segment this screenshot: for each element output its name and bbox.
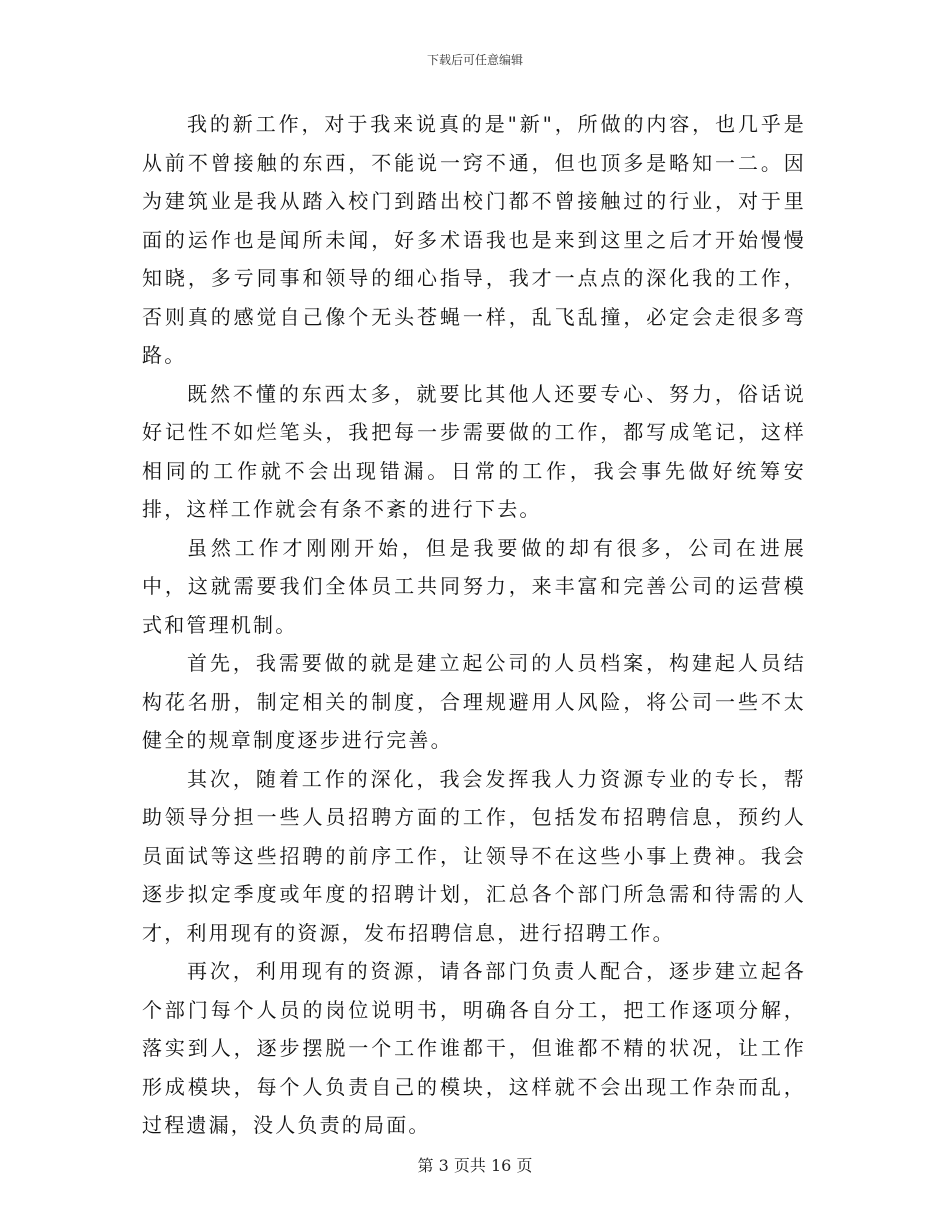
paragraph: 我的新工作，对于我来说真的是"新"，所做的内容，也几乎是从前不曾接触的东西，不能说一窍不通，但也顶多是略知一二。因为建筑业是我从踏入校门到踏出校门都不曾接触过的行业，对于里面的运作也是闻所未闻，好多术语我也是来到这里之后才开始慢慢知晓，多亏同事和领导的细心指导，我才一点点的深化我的工作，否则真的感觉自己像个无头苍蝇一样，乱飞乱撞，必定会走很多弯路。: [142, 112, 806, 367]
paragraph: 其次，随着工作的深化，我会发挥我人力资源专业的专长，帮助领导分担一些人员招聘方面的工作，包括发布招聘信息，预约人员面试等这些招聘的前序工作，让领导不在这些小事上费神。我会逐步拟定季度或年度的招聘计划，汇总各个部门所急需和待需的人才，利用现有的资源，发布招聘信息，进行招聘工作。: [142, 766, 806, 945]
paragraph: 既然不懂的东西太多，就要比其他人还要专心、努力，俗话说好记性不如烂笔头，我把每一步需要做的工作，都写成笔记，这样相同的工作就不会出现错漏。日常的工作，我会事先做好统筹安排，这样工作就会有条不紊的进行下去。: [142, 381, 806, 521]
paragraph: 虽然工作才刚刚开始，但是我要做的却有很多，公司在进展中，这就需要我们全体员工共同努力，来丰富和完善公司的运营模式和管理机制。: [142, 535, 806, 637]
page-number-footer: 第 3 页共 16 页: [417, 1156, 533, 1175]
document-body: [142, 105, 806, 1145]
paragraph: 再次，利用现有的资源，请各部门负责人配合，逐步建立起各个部门每个人员的岗位说明书，明确各自分工，把工作逐项分解，落实到人，逐步摆脱一个工作谁都干，但谁都不精的状况，让工作形成模块，每个人负责自己的模块，这样就不会出现工作杂而乱，过程遗漏，没人负责的局面。: [142, 959, 806, 1137]
paragraph: 首先，我需要做的就是建立起公司的人员档案，构建起人员结构花名册，制定相关的制度，合理规避用人风险，将公司一些不太健全的规章制度逐步进行完善。: [142, 651, 806, 752]
page-header: 下载后可任意编辑: [426, 53, 523, 67]
